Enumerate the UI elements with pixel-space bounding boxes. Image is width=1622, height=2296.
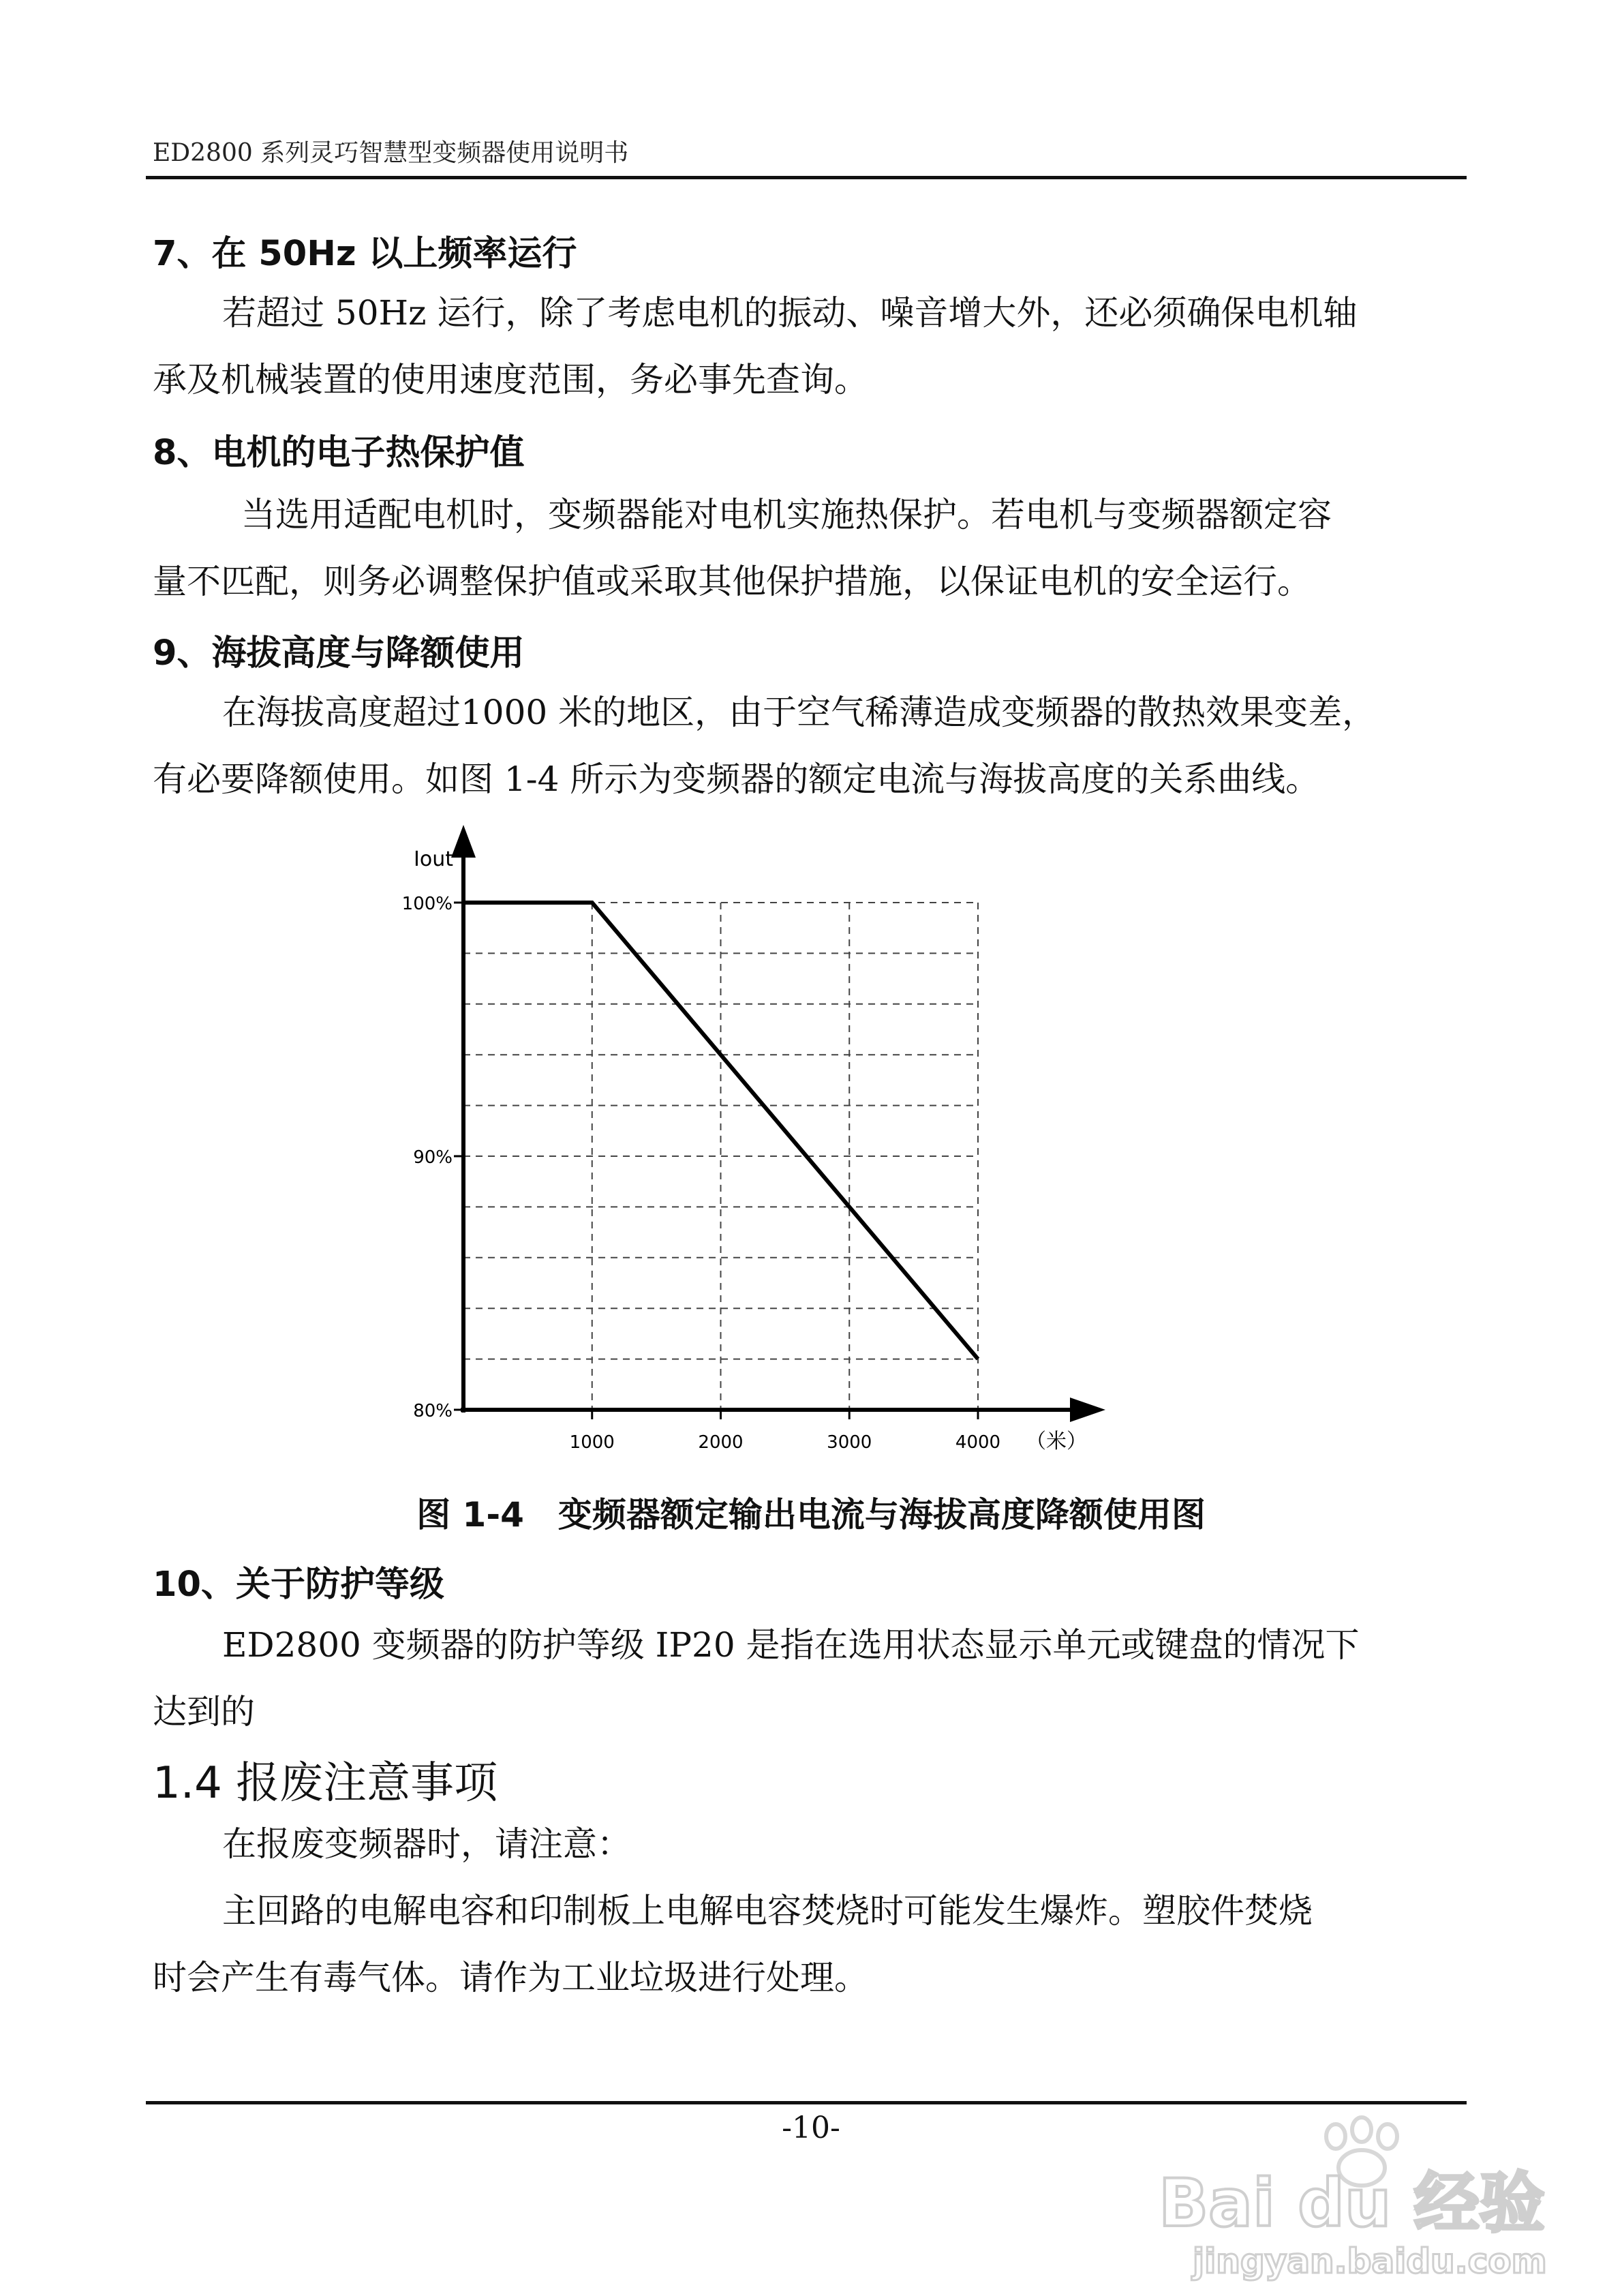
- section-8-body: [153, 481, 1468, 615]
- section-1-4-heading: 1.4 报废注意事项: [153, 1758, 498, 1809]
- paw-pad-1: [1326, 2124, 1345, 2149]
- x-tick-label-1000: 1000: [569, 1432, 615, 1453]
- section-8-line-1: 当选用适配电机时，变频器能对电机实施热保护。若电机与变频器额定容: [241, 495, 1332, 534]
- watermark-url: jingyan.baidu.com: [1193, 2241, 1547, 2281]
- paw-pad-3: [1378, 2124, 1397, 2149]
- section-9-body: [153, 679, 1468, 813]
- footer-rule: [146, 2101, 1467, 2104]
- watermark-brand: Bai du 经验: [1159, 2165, 1545, 2241]
- x-tick-label-3000: 3000: [827, 1432, 872, 1453]
- section-7-line-2: 承及机械装置的使用速度范围，务必事先查询。: [153, 360, 868, 399]
- section-1-4-line-3: 时会产生有毒气体。请作为工业垃圾进行处理。: [153, 1958, 868, 1997]
- section-7-line-1: 若超过 50Hz 运行，除了考虑电机的振动、噪音增大外，还必须确保电机轴: [222, 293, 1358, 333]
- baidu-watermark: [1111, 2106, 1602, 2284]
- y-tick-label-80: 80%: [413, 1401, 453, 1421]
- x-axis-unit-label: （米）: [1026, 1430, 1087, 1453]
- series-line-0: [463, 903, 978, 1359]
- y-axis-arrow: [451, 825, 476, 858]
- section-10-line-2: 达到的: [153, 1692, 255, 1732]
- section-10-line-1: ED2800 变频器的防护等级 IP20 是指在选用状态显示单元或键盘的情况下: [222, 1625, 1360, 1665]
- chart-series: [463, 903, 978, 1359]
- x-axis-arrow: [1070, 1398, 1105, 1422]
- section-10-heading: 10、关于防护等级: [153, 1565, 444, 1605]
- section-7-body: [153, 280, 1468, 413]
- section-9-line-1: 在海拔高度超过1000 米的地区，由于空气稀薄造成变频器的散热效果变差，: [222, 693, 1377, 732]
- x-tick-label-2000: 2000: [698, 1432, 744, 1453]
- section-7-heading: 7、在 50Hz 以上频率运行: [153, 234, 577, 274]
- section-1-4-body: [153, 1811, 1468, 2011]
- y-axis-label: Iout: [414, 847, 453, 871]
- section-10-body: [153, 1612, 1468, 1745]
- page-number: -10-: [782, 2111, 840, 2145]
- section-1-4-line-2: 主回路的电解电容和印制板上电解电容焚烧时可能发生爆炸。塑胶件焚烧: [222, 1891, 1313, 1931]
- header-rule: [146, 176, 1467, 179]
- y-tick-label-100: 100%: [401, 894, 453, 914]
- x-tick-label-4000: 4000: [955, 1432, 1001, 1453]
- header-title: ED2800 系列灵巧智慧型变频器使用说明书: [153, 139, 629, 167]
- figure-caption: 图 1-4 变频器额定输出电流与海拔高度降额使用图: [416, 1495, 1206, 1535]
- paw-pad-2: [1352, 2117, 1371, 2142]
- derating-chart: [382, 818, 1145, 1472]
- section-1-4-line-1: 在报废变频器时，请注意：: [222, 1824, 631, 1864]
- chart-labels: [402, 847, 1087, 1453]
- y-tick-label-90: 90%: [413, 1147, 453, 1168]
- section-9-heading: 9、海拔高度与降额使用: [153, 633, 525, 674]
- section-8-line-2: 量不匹配，则务必调整保护值或采取其他保护措施，以保证电机的安全运行。: [153, 562, 1311, 601]
- section-9-line-2: 有必要降额使用。如图 1-4 所示为变频器的额定电流与海拔高度的关系曲线。: [153, 759, 1320, 799]
- section-8-heading: 8、电机的电子热保护值: [153, 433, 525, 473]
- chart-grid: [463, 903, 978, 1410]
